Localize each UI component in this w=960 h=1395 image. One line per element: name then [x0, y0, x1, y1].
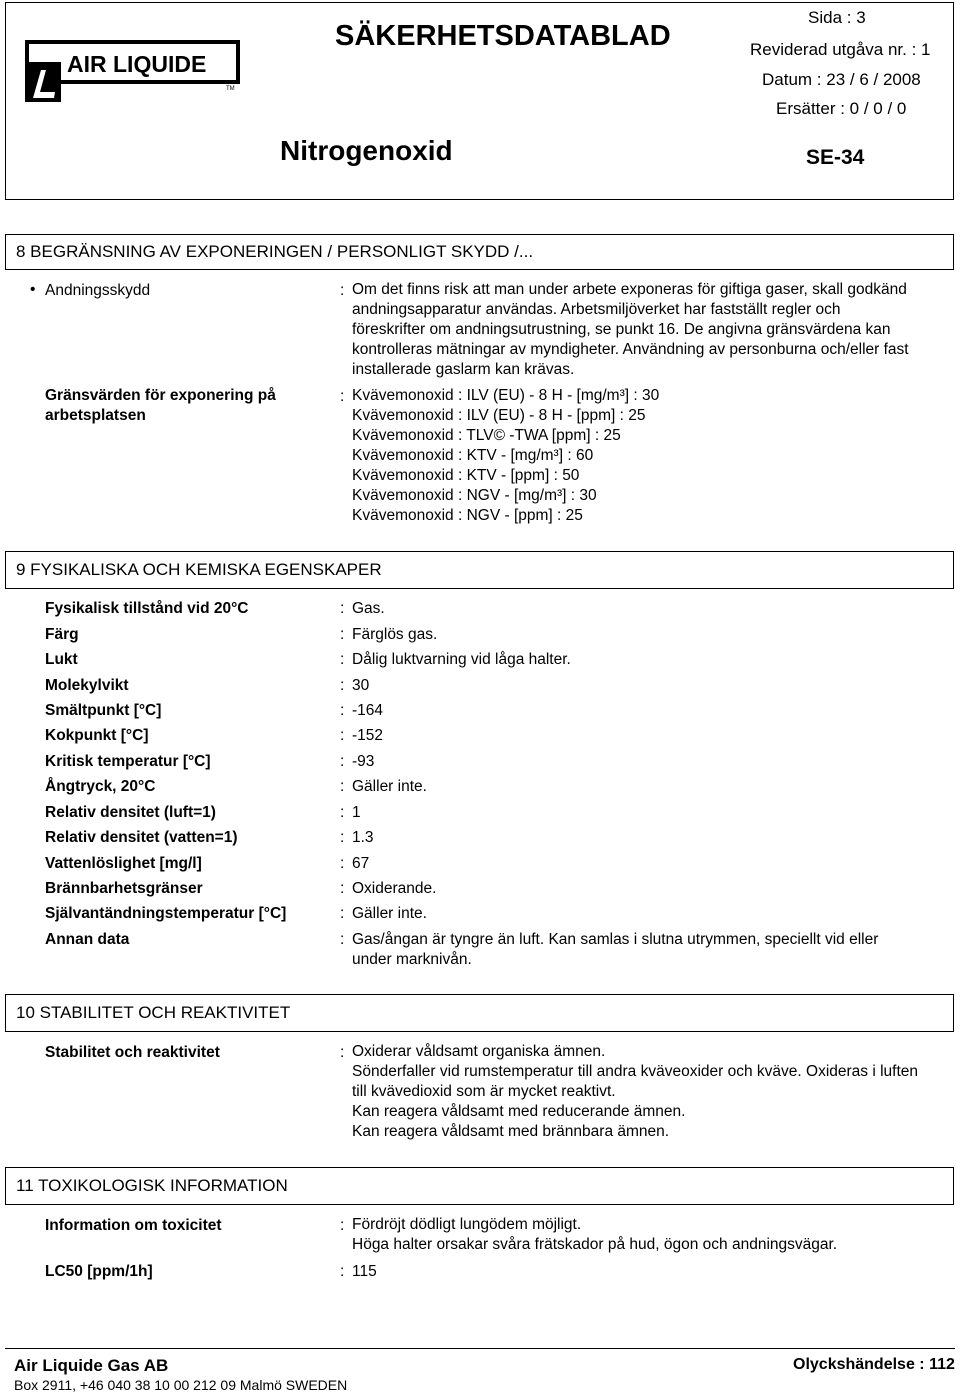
property-value: Gäller inte.	[352, 905, 427, 922]
logo-text: AIR LIQUIDE	[67, 51, 207, 77]
property-value: 1.3	[352, 829, 374, 846]
colon: :	[340, 778, 345, 795]
property-label: Relativ densitet (vatten=1)	[45, 829, 238, 846]
product-code: SE-34	[806, 146, 865, 169]
section-9-heading: 9 FYSIKALISKA OCH KEMISKA EGENSKAPER	[5, 551, 954, 589]
stability-line: Kan reagera våldsamt med brännbara ämnen.	[352, 1123, 670, 1140]
property-value: 30	[352, 677, 370, 694]
section-10-heading: 10 STABILITET OCH REAKTIVITET	[5, 994, 954, 1032]
property-value: -93	[352, 753, 375, 770]
limit-line: Kvävemonoxid : KTV - [mg/m³] : 60	[352, 447, 594, 464]
lc50-value: 115	[352, 1263, 377, 1280]
property-value-line: Gas/ångan är tyngre än luft. Kan samlas i slutna utrymmen, speciellt vid eller	[352, 931, 879, 948]
property-label: Brännbarhetsgränser	[45, 880, 203, 897]
emergency-number: Olyckshändelse : 112	[793, 1356, 955, 1373]
colon: :	[340, 1044, 345, 1061]
toxicity-line: Höga halter orsakar svåra frätskador på hud, ögon och andningsvägar.	[352, 1236, 838, 1253]
colon: :	[340, 626, 345, 643]
property-label: Självantändningstemperatur [°C]	[45, 905, 287, 922]
limit-line: Kvävemonoxid : KTV - [ppm] : 50	[352, 467, 580, 484]
stability-line: Oxiderar våldsamt organiska ämnen.	[352, 1043, 606, 1060]
property-label: Fysikalisk tillstånd vid 20°C	[45, 600, 249, 617]
limit-line: Kvävemonoxid : ILV (EU) - 8 H - [ppm] : 25	[352, 407, 646, 424]
air-liquide-logo	[25, 40, 240, 107]
colon: :	[340, 753, 345, 770]
colon: :	[340, 829, 345, 846]
limits-text	[352, 386, 942, 526]
colon: :	[340, 880, 345, 897]
lc50-label: LC50 [ppm/1h]	[45, 1263, 153, 1280]
respiratory-line: installerade gaslarm kan krävas.	[352, 361, 575, 378]
respiratory-line: andningsapparatur användas. Arbetsmiljöverket har fastställt regler och	[352, 301, 841, 318]
property-label: Kokpunkt [°C]	[45, 727, 149, 744]
document-title: SÄKERHETSDATABLAD	[335, 20, 671, 52]
colon: :	[340, 677, 345, 694]
colon: :	[340, 388, 345, 405]
revision-number: Reviderad utgåva nr. : 1	[750, 40, 931, 59]
property-value: Gas.	[352, 600, 385, 617]
colon: :	[340, 855, 345, 872]
limits-label-2: arbetsplatsen	[45, 407, 146, 424]
property-label: Smältpunkt [°C]	[45, 702, 162, 719]
property-value: Dålig luktvarning vid låga halter.	[352, 651, 571, 668]
property-value: -164	[352, 702, 384, 719]
property-value: Färglös gas.	[352, 626, 438, 643]
property-value	[352, 930, 942, 970]
colon: :	[340, 727, 345, 744]
stability-line: till kvävedioxid som är mycket reaktivt.	[352, 1083, 616, 1100]
limits-label-1: Gränsvärden för exponering på	[45, 387, 276, 404]
respiratory-text	[352, 280, 942, 380]
property-label: Kritisk temperatur [°C]	[45, 753, 211, 770]
page-number: Sida : 3	[808, 8, 866, 27]
respiratory-label: Andningsskydd	[45, 282, 151, 299]
colon: :	[340, 1263, 345, 1280]
respiratory-line: föreskrifter om andningsutrustning, se punkt 16. De angivna gränsvärdena kan	[352, 321, 891, 338]
stability-label: Stabilitet och reaktivitet	[45, 1044, 220, 1061]
company-address: Box 2911, +46 040 38 10 00 212 09 Malmö SWEDEN	[14, 1377, 348, 1393]
section-11-heading: 11 TOXIKOLOGISK INFORMATION	[5, 1167, 954, 1205]
colon: :	[340, 600, 345, 617]
colon: :	[340, 905, 345, 922]
property-label: Färg	[45, 626, 79, 643]
toxicity-label: Information om toxicitet	[45, 1217, 222, 1234]
stability-line: Sönderfaller vid rumstemperatur till andra kväveoxider och kväve. Oxideras i luften	[352, 1063, 919, 1080]
stability-text	[352, 1042, 942, 1142]
property-value: -152	[352, 727, 384, 744]
property-value: 67	[352, 855, 370, 872]
toxicity-line: Fördröjt dödligt lungödem möjligt.	[352, 1216, 582, 1233]
section-8-heading: 8 BEGRÄNSNING AV EXPONERINGEN / PERSONLIGT SKYDD /...	[5, 234, 954, 270]
property-value: 1	[352, 804, 361, 821]
property-label: Lukt	[45, 651, 78, 668]
respiratory-line: kontrolleras mätningar av myndigheter. Användning av personburna och/eller fast	[352, 341, 909, 358]
toxicity-text	[352, 1215, 942, 1255]
limit-line: Kvävemonoxid : NGV - [mg/m³] : 30	[352, 487, 597, 504]
product-name: Nitrogenoxid	[280, 135, 453, 166]
property-label: Annan data	[45, 931, 130, 948]
limit-line: Kvävemonoxid : NGV - [ppm] : 25	[352, 507, 583, 524]
property-value-line: under marknivån.	[352, 951, 472, 968]
colon: :	[340, 282, 345, 299]
colon: :	[340, 931, 345, 948]
colon: :	[340, 702, 345, 719]
footer-divider	[5, 1348, 955, 1349]
company-name: Air Liquide Gas AB	[14, 1356, 169, 1375]
document-date: Datum : 23 / 6 / 2008	[762, 70, 921, 89]
logo-tm: TM	[226, 86, 235, 92]
colon: :	[340, 651, 345, 668]
bullet-icon: •	[30, 281, 36, 298]
property-value: Oxiderande.	[352, 880, 437, 897]
limit-line: Kvävemonoxid : TLV© -TWA [ppm] : 25	[352, 427, 621, 444]
replaces-date: Ersätter : 0 / 0 / 0	[776, 99, 907, 118]
property-label: Molekylvikt	[45, 677, 129, 694]
respiratory-line: Om det finns risk att man under arbete exponeras för giftiga gaser, skall godkänd	[352, 281, 907, 298]
limit-line: Kvävemonoxid : ILV (EU) - 8 H - [mg/m³] : 30	[352, 387, 660, 404]
property-label: Relativ densitet (luft=1)	[45, 804, 216, 821]
property-label: Ångtryck, 20°C	[45, 778, 156, 795]
property-label: Vattenlöslighet [mg/l]	[45, 855, 202, 872]
colon: :	[340, 1217, 345, 1234]
stability-line: Kan reagera våldsamt med reducerande ämnen.	[352, 1103, 686, 1120]
property-value: Gäller inte.	[352, 778, 427, 795]
colon: :	[340, 804, 345, 821]
